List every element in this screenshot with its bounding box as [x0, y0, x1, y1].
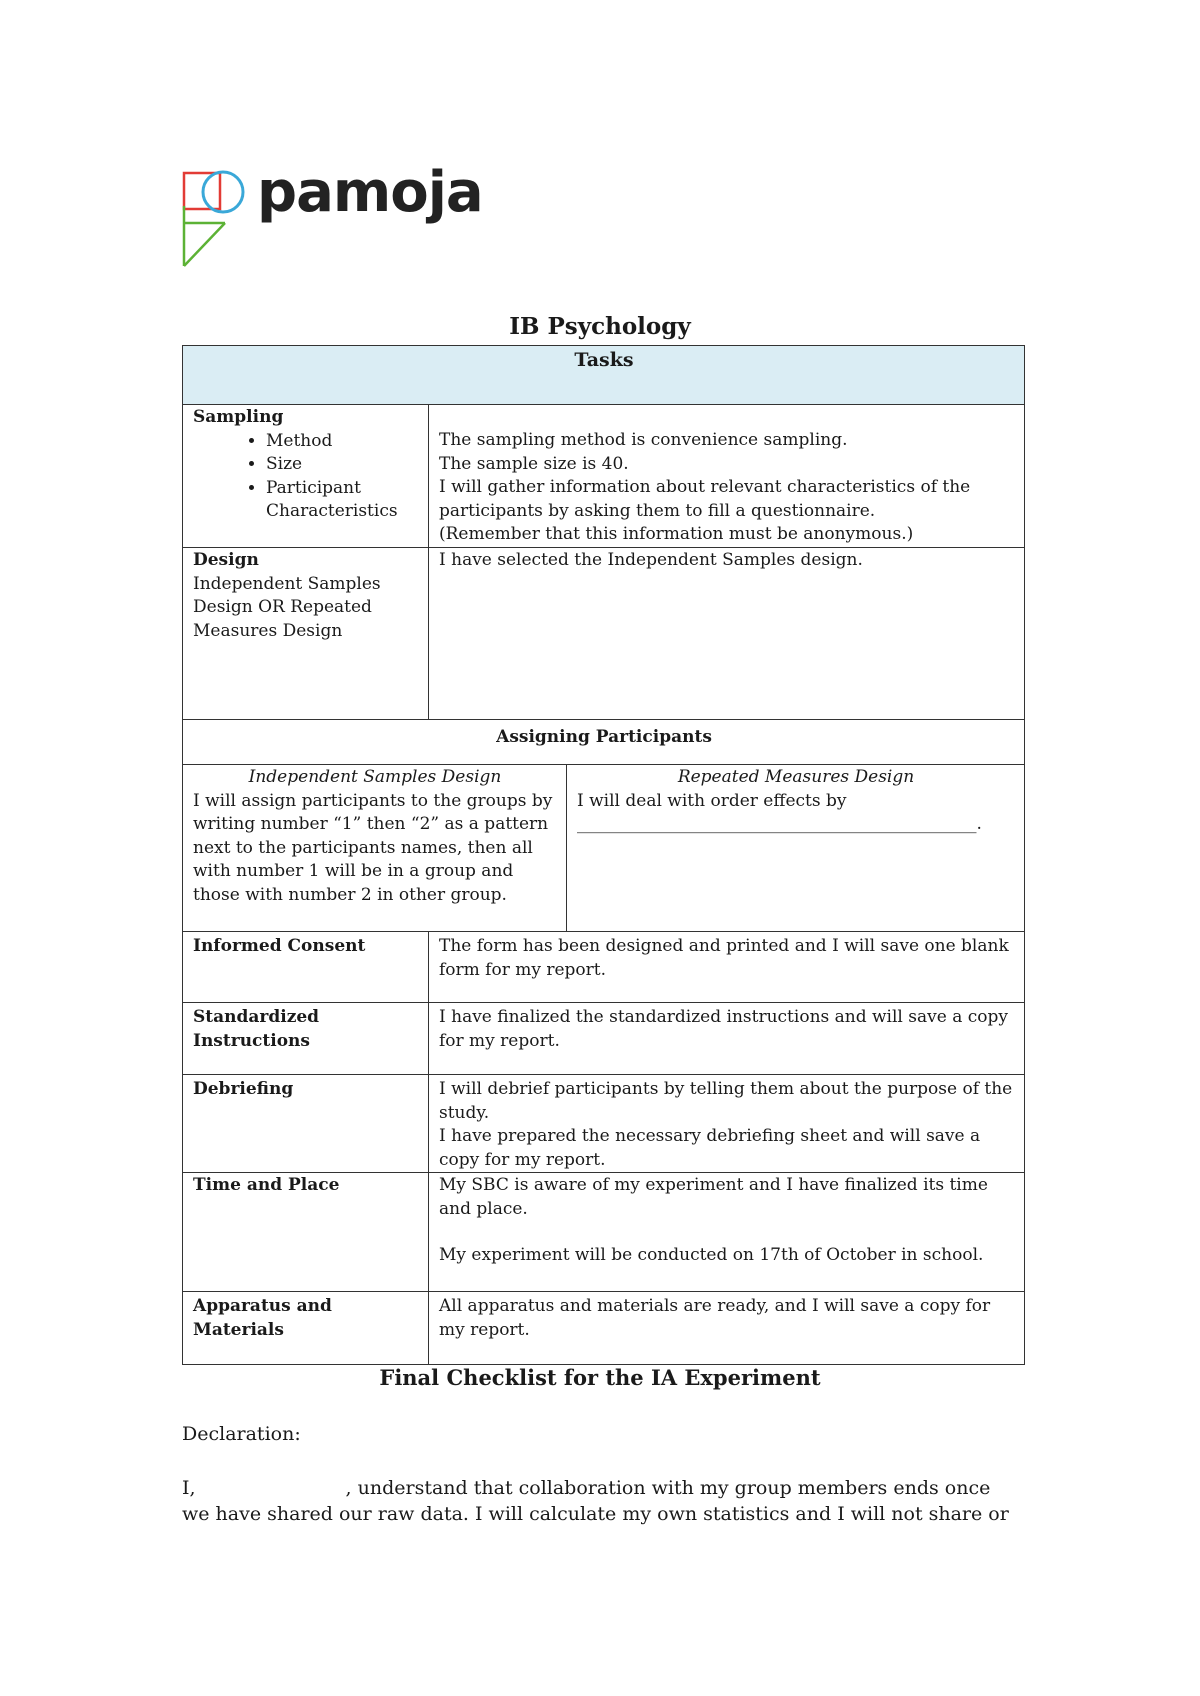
sampling-characteristics-text: I will gather information about relevant characteristics of the participants by asking them to fill a questionnaire.: [439, 477, 971, 521]
logo-blue-circle: [203, 172, 243, 212]
consent-text: The form has been designed and printed and I will save one blank form for my report.: [429, 932, 1025, 1003]
table-row: [183, 1173, 1025, 1292]
time-place-date-text: My experiment will be conducted on 17th of October in school.: [439, 1245, 984, 1265]
time-place-label: Time and Place: [183, 1173, 429, 1292]
design-label-cell: [183, 548, 429, 720]
time-place-sbc-text: My SBC is aware of my experiment and I have finalized its time and place.: [439, 1175, 988, 1219]
apparatus-label: Apparatus and Materials: [183, 1292, 429, 1365]
declaration-prefix: I,: [182, 1477, 196, 1499]
repeated-blank-line: _______________________________________________.: [577, 814, 982, 834]
design-text: I have selected the Independent Samples design.: [429, 548, 1025, 720]
independent-text: I will assign participants to the groups by writing number “1” then “2” as a pattern next to the participants names, then all with number 1 will be in a group and those with number 2 in other group.: [193, 790, 553, 905]
sampling-size-text: The sample size is 40.: [439, 453, 629, 474]
list-item: • Size: [266, 453, 419, 477]
document-title: IB Psychology: [509, 313, 691, 340]
logo-green-diagonal: [184, 223, 225, 266]
table-row: [183, 932, 1025, 1003]
declaration-text: , understand that collaboration with my group members ends once we have shared our raw data. I will calculate my own statistics and I will not share or: [182, 1477, 1009, 1525]
repeated-text: I will deal with order effects by: [577, 790, 847, 811]
final-checklist-title: Final Checklist for the IA Experiment: [379, 1365, 821, 1390]
list-item: • Method: [266, 430, 419, 454]
apparatus-text: All apparatus and materials are ready, and I will save a copy for my report.: [429, 1292, 1025, 1365]
tasks-table: [182, 345, 1025, 1365]
sampling-anonymous-note: (Remember that this information must be anonymous.): [439, 524, 914, 544]
repeated-cell: [567, 765, 1025, 932]
debriefing-label: Debriefing: [183, 1075, 429, 1173]
design-label: Design: [193, 550, 259, 570]
time-place-cell: [429, 1173, 1025, 1292]
table-row: [183, 720, 1025, 765]
repeated-title: Repeated Measures Design: [677, 767, 915, 787]
debriefing-sheet-text: I have prepared the necessary debriefing sheet and will save a copy for my report.: [439, 1126, 981, 1170]
sampling-bullets: [193, 430, 419, 524]
design-sublabel: Independent Samples Design OR Repeated Measures Design: [193, 573, 381, 641]
instructions-text: I have finalized the standardized instructions and will save a copy for my report.: [429, 1003, 1025, 1075]
table-row: [183, 405, 1025, 548]
sampling-method-text: The sampling method is convenience sampling.: [439, 430, 848, 450]
independent-cell: [183, 765, 567, 932]
sampling-content-cell: [429, 405, 1025, 548]
consent-label: Informed Consent: [183, 932, 429, 1003]
declaration-text-block: [182, 1475, 1022, 1527]
logo-wordmark: pamoja: [257, 160, 483, 225]
table-row: [183, 1292, 1025, 1365]
tasks-header: Tasks: [183, 346, 1025, 405]
instructions-label: Standardized Instructions: [183, 1003, 429, 1075]
list-item: • Participant Characteristics: [266, 477, 419, 524]
debriefing-purpose-text: I will debrief participants by telling them about the purpose of the study.: [439, 1079, 1013, 1123]
declaration-label: Declaration:: [182, 1423, 301, 1445]
table-row: [183, 765, 1025, 932]
independent-title: Independent Samples Design: [248, 767, 502, 787]
sampling-label: Sampling: [193, 407, 284, 427]
assigning-header: Assigning Participants: [183, 720, 1025, 765]
sampling-label-cell: [183, 405, 429, 548]
table-row: [183, 1003, 1025, 1075]
table-row: [183, 1075, 1025, 1173]
debriefing-cell: [429, 1075, 1025, 1173]
table-row: [183, 548, 1025, 720]
